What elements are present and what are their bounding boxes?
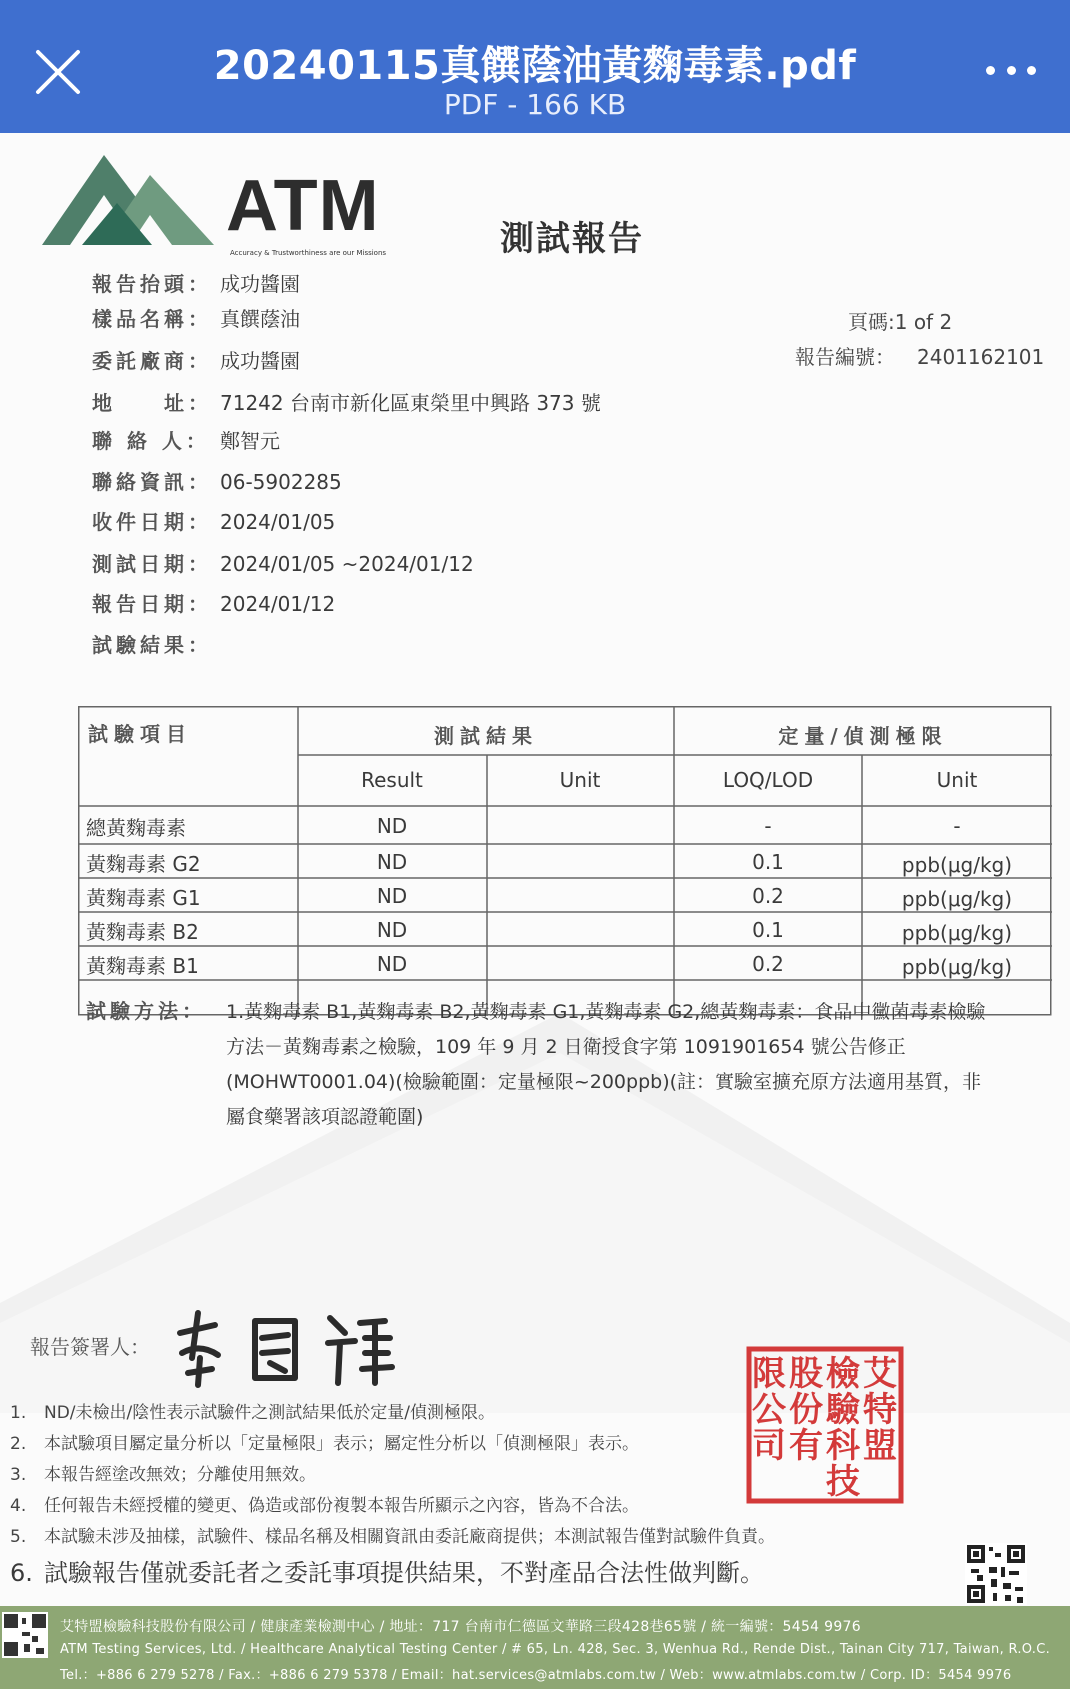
report-number-label: 報告編號： — [795, 345, 895, 369]
row-result: ND — [376, 918, 408, 942]
method-line: 屬食藥署該項認證範圍) — [226, 1106, 424, 1128]
svg-text:技: 技 — [826, 1462, 860, 1502]
row-item: 黃麴毒素 B2 — [86, 920, 199, 944]
row-result: ND — [376, 952, 408, 976]
mountain-logo-icon — [42, 145, 222, 255]
row-limit-unit: ppb(μg/kg) — [901, 955, 1013, 979]
signer-label: 報告簽署人： — [30, 1335, 150, 1359]
svg-text:特: 特 — [863, 1390, 897, 1430]
field-received-date: 收件日期： 2024/01/05 — [92, 510, 336, 534]
note-item: 4. 任何報告未經授權的變更、偽造或部份複製本報告所顯示之內容，皆為不合法。 — [10, 1496, 639, 1516]
row-loq: 0.1 — [752, 918, 784, 942]
svg-text:份: 份 — [789, 1390, 823, 1430]
field-address: 地 址： 71242 台南市新化區東榮里中興路 373 號 — [92, 391, 601, 415]
notes-list — [10, 1398, 910, 1593]
row-loq: 0.1 — [752, 850, 784, 874]
report-footer — [0, 1606, 1070, 1689]
logo-tagline: Accuracy & Trustworthiness are our Missions — [230, 249, 387, 257]
svg-text:有: 有 — [789, 1426, 823, 1466]
header-test-result: 測試結果 — [434, 724, 538, 748]
pdf-page — [0, 133, 1070, 1689]
field-report-header: 報告抬頭： 成功醬園 — [92, 272, 300, 296]
row-item: 黃麴毒素 G2 — [86, 852, 201, 876]
method-line: (MOHWT0001.04)(檢驗範圍：定量極限~200ppb)(註：實驗室擴充原方法適用基質，非 — [226, 1071, 982, 1093]
note-item: 6. 試驗報告僅就委託者之委託事項提供結果，不對產品合法性做判斷。 — [10, 1559, 764, 1587]
page-number: 頁碼:1 of 2 — [848, 310, 953, 334]
report-number — [795, 341, 1044, 370]
viewer-header — [0, 0, 1070, 133]
field-sample-name: 樣品名稱： 真饌蔭油 — [92, 307, 300, 331]
file-name: 20240115真饌蔭油黃麴毒素.pdf — [213, 43, 857, 89]
atm-logo — [42, 145, 387, 265]
svg-text:艾: 艾 — [863, 1354, 897, 1394]
note-item: 5. 本試驗未涉及抽樣，試驗件、樣品名稱及相關資訊由委託廠商提供；本測試報告僅對試驗件負責。 — [10, 1527, 775, 1547]
row-loq: 0.2 — [752, 884, 784, 908]
svg-text:限: 限 — [752, 1354, 786, 1394]
note-item: 2. 本試驗項目屬定量分析以「定量極限」表示；屬定性分析以「偵測極限」表示。 — [10, 1434, 639, 1454]
row-item: 黃麴毒素 G1 — [86, 886, 201, 910]
header-result: Result — [361, 768, 423, 792]
logo-brand: ATM — [226, 166, 380, 246]
svg-text:檢: 檢 — [826, 1354, 860, 1394]
method-line: 1.黃麴毒素 B1,黃麴毒素 B2,黃麴毒素 G1,黃麴毒素 G2,總黃麴毒素：食品中黴菌毒素檢驗 — [226, 1001, 986, 1023]
footer-line-1: 艾特盟檢驗科技股份有限公司 / 健康產業檢測中心 / 地址：717 台南市仁德區文華路三段428巷65號 / 統一編號：5454 9976 — [60, 1619, 861, 1635]
footer-qr-icon — [2, 1612, 48, 1658]
more-icon[interactable] — [986, 60, 1036, 80]
svg-text:盟: 盟 — [863, 1426, 897, 1466]
row-loq: - — [764, 814, 772, 838]
qr-code-icon — [965, 1543, 1027, 1605]
report-number-value: 2401162101 — [917, 345, 1045, 369]
header-limit-unit: Unit — [936, 768, 978, 792]
svg-text:科: 科 — [826, 1426, 860, 1466]
method-label: 試驗方法： — [86, 999, 206, 1023]
row-limit-unit: ppb(μg/kg) — [901, 887, 1013, 911]
field-contact: 聯 絡 人： 鄭智元 — [92, 429, 280, 453]
field-report-date: 報告日期： 2024/01/12 — [92, 592, 336, 616]
note-item: 1. ND/未檢出/陰性表示試驗件之測試結果低於定量/偵測極限。 — [10, 1403, 495, 1423]
row-limit-unit: - — [953, 814, 961, 838]
svg-text:公: 公 — [752, 1390, 786, 1430]
method-line: 方法－黃麴毒素之檢驗，109 年 9 月 2 日衛授食字第 1091901654 號公告修正 — [226, 1036, 906, 1058]
row-result: ND — [376, 850, 408, 874]
svg-text:股: 股 — [789, 1354, 823, 1394]
row-result: ND — [376, 814, 408, 838]
field-test-date: 測試日期： 2024/01/05 ~2024/01/12 — [92, 552, 474, 576]
row-limit-unit: ppb(μg/kg) — [901, 853, 1013, 877]
row-limit-unit: ppb(μg/kg) — [901, 921, 1013, 945]
svg-text:司: 司 — [752, 1426, 786, 1466]
header-test-item: 試驗項目 — [88, 722, 192, 746]
field-client: 委託廠商： 成功醬園 — [92, 349, 300, 373]
method-text — [226, 995, 1026, 1135]
field-test-results: 試驗結果： — [92, 633, 212, 657]
note-item: 3. 本報告經塗改無效；分離使用無效。 — [10, 1465, 316, 1485]
header-limit: 定量/偵測極限 — [778, 724, 948, 748]
file-info: PDF - 166 KB — [443, 88, 627, 121]
header-unit: Unit — [559, 768, 601, 792]
svg-text:驗: 驗 — [826, 1390, 860, 1430]
signature — [170, 1303, 400, 1393]
results-table — [78, 706, 1052, 1016]
row-result: ND — [376, 884, 408, 908]
row-item: 黃麴毒素 B1 — [86, 954, 199, 978]
field-contact-info: 聯絡資訊： 06-5902285 — [92, 470, 342, 494]
header-loq-lod: LOQ/LOD — [722, 768, 814, 792]
footer-line-3: Tel.：+886 6 279 5278 / Fax.：+886 6 279 5378 / Email：hat.services@atmlabs.com.tw / Web：www.atmlabs.com.tw / Corp. ID：5454 9976 — [60, 1668, 1012, 1683]
row-loq: 0.2 — [752, 952, 784, 976]
report-title: 測試報告 — [500, 219, 644, 259]
row-item: 總黃麴毒素 — [86, 816, 186, 840]
footer-line-2: ATM Testing Services, Ltd. / Healthcare Analytical Testing Center / # 65, Ln. 428, Sec. 3, Wenhua Rd., Rende Dist., Tainan City 717, Taiwan, R.O.C. — [60, 1642, 1051, 1657]
